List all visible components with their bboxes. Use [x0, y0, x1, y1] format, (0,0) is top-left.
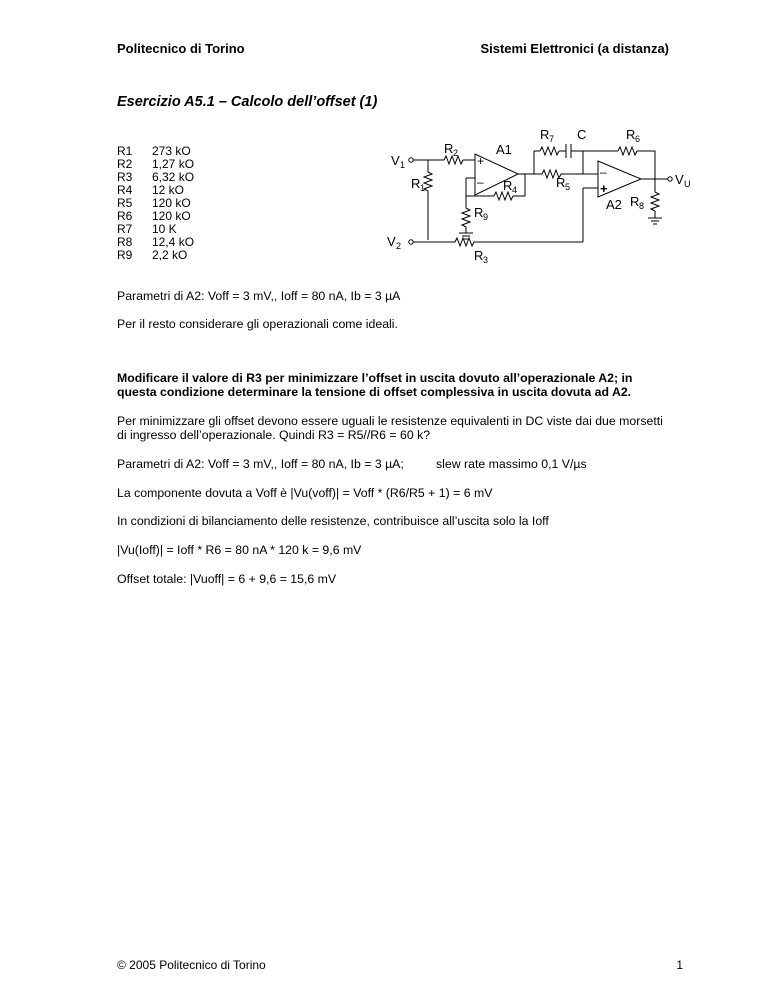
footer-copyright: © 2005 Politecnico di Torino — [117, 958, 266, 972]
r2-subscript: 2 — [453, 148, 459, 158]
r4-resistor — [494, 192, 513, 200]
component-value: 12 kO — [152, 183, 185, 197]
component-value: 2,2 kO — [152, 248, 188, 262]
r8-resistor — [651, 192, 659, 211]
r8-label: R — [630, 194, 640, 209]
r6-label: R — [626, 127, 636, 142]
header-left: Politecnico di Torino — [117, 41, 245, 56]
answer-line-2: di ingresso dell’operazionale. Quindi R3 = R5//R6 = 60 k? — [117, 428, 431, 442]
component-name: R9 — [117, 248, 133, 262]
vu-terminal — [668, 177, 672, 181]
a2-parameters-2: Parametri di A2: Voff = 3 mV,, Ioff = 80 nA, Ib = 3 µA; — [117, 457, 404, 471]
r6-subscript: 6 — [635, 134, 641, 144]
v1-label: V — [391, 153, 400, 168]
vu-label: V — [675, 172, 684, 187]
a1-minus-sign: – — [477, 175, 484, 189]
voff-component: La componente dovuta a Voff è |Vu(voff)| = Voff * (R6/R5 + 1) = 6 mV — [117, 486, 493, 500]
a1-plus-sign: + — [477, 154, 485, 168]
r5-subscript: 5 — [565, 182, 571, 192]
r1-subscript: 1 — [420, 183, 426, 193]
component-name: R5 — [117, 196, 133, 210]
answer-line-1: Per minimizzare gli offset devono essere uguali le resistenze equivalenti in DC viste dai due morsetti — [117, 414, 663, 428]
c-label: C — [577, 127, 587, 142]
component-name: R2 — [117, 157, 133, 171]
a2-parameters: Parametri di A2: Voff = 3 mV,, Ioff = 80 nA, Ib = 3 µA — [117, 289, 401, 303]
component-value: 120 kO — [152, 196, 191, 210]
r6-resistor — [618, 147, 637, 155]
v1-subscript: 1 — [400, 160, 406, 170]
v2-subscript: 2 — [396, 241, 402, 251]
r7-resistor — [540, 147, 559, 155]
r1-resistor — [424, 172, 432, 191]
component-value: 10 K — [152, 222, 177, 236]
r9-label: R — [474, 205, 484, 220]
r1-label: R — [411, 176, 421, 191]
question-line-1: Modificare il valore di R3 per minimizzare l’offset in uscita dovuto all’operazionale A2; in — [117, 371, 633, 385]
r4-subscript: 4 — [512, 185, 518, 195]
component-name: R7 — [117, 222, 133, 236]
component-name: R8 — [117, 235, 133, 249]
circuit-schematic — [0, 0, 768, 300]
component-value: 1,27 kO — [152, 157, 195, 171]
component-value: 6,32 kO — [152, 170, 195, 184]
component-value: 273 kO — [152, 144, 191, 158]
component-name: R6 — [117, 209, 133, 223]
r9-subscript: 9 — [483, 212, 489, 222]
slew-rate: slew rate massimo 0,1 V/µs — [436, 457, 587, 471]
v1-terminal — [409, 158, 413, 162]
r4-label: R — [503, 178, 513, 193]
component-name: R1 — [117, 144, 133, 158]
r2-label: R — [444, 141, 454, 156]
component-value: 120 kO — [152, 209, 191, 223]
r3-label: R — [474, 248, 484, 263]
r7-subscript: 7 — [549, 134, 555, 144]
question-line-2: questa condizione determinare la tensione di offset complessiva in uscita dovuta ad A2. — [117, 385, 632, 399]
v2-terminal — [409, 240, 413, 244]
a1-label: A1 — [496, 142, 512, 157]
r9-resistor — [462, 208, 470, 227]
balance-note: In condizioni di bilanciamento delle resistenze, contribuisce all’uscita solo la Ioff — [117, 514, 549, 528]
ioff-component: |Vu(Ioff)| = Ioff * R6 = 80 nA * 120 k = 9,6 mV — [117, 543, 362, 557]
page-number: 1 — [676, 958, 683, 972]
exercise-title: Esercizio A5.1 – Calcolo dell’offset (1) — [117, 94, 378, 110]
a2-label: A2 — [606, 197, 622, 212]
r5-label: R — [556, 175, 566, 190]
component-name: R3 — [117, 170, 133, 184]
capacitor-c — [566, 144, 571, 158]
total-offset: Offset totale: |Vuoff| = 6 + 9,6 = 15,6 mV — [117, 572, 337, 586]
r3-subscript: 3 — [483, 255, 489, 265]
a2-plus-sign: + — [600, 181, 608, 196]
r8-subscript: 8 — [639, 201, 645, 211]
a2-minus-sign: – — [600, 165, 607, 179]
header-right: Sistemi Elettronici (a distanza) — [480, 41, 669, 56]
v2-label: V — [387, 234, 396, 249]
ideal-note: Per il resto considerare gli operazionali come ideali. — [117, 317, 398, 331]
component-value: 12,4 kO — [152, 235, 195, 249]
r7-label: R — [540, 127, 550, 142]
vu-subscript: U — [684, 179, 691, 189]
component-name: R4 — [117, 183, 133, 197]
